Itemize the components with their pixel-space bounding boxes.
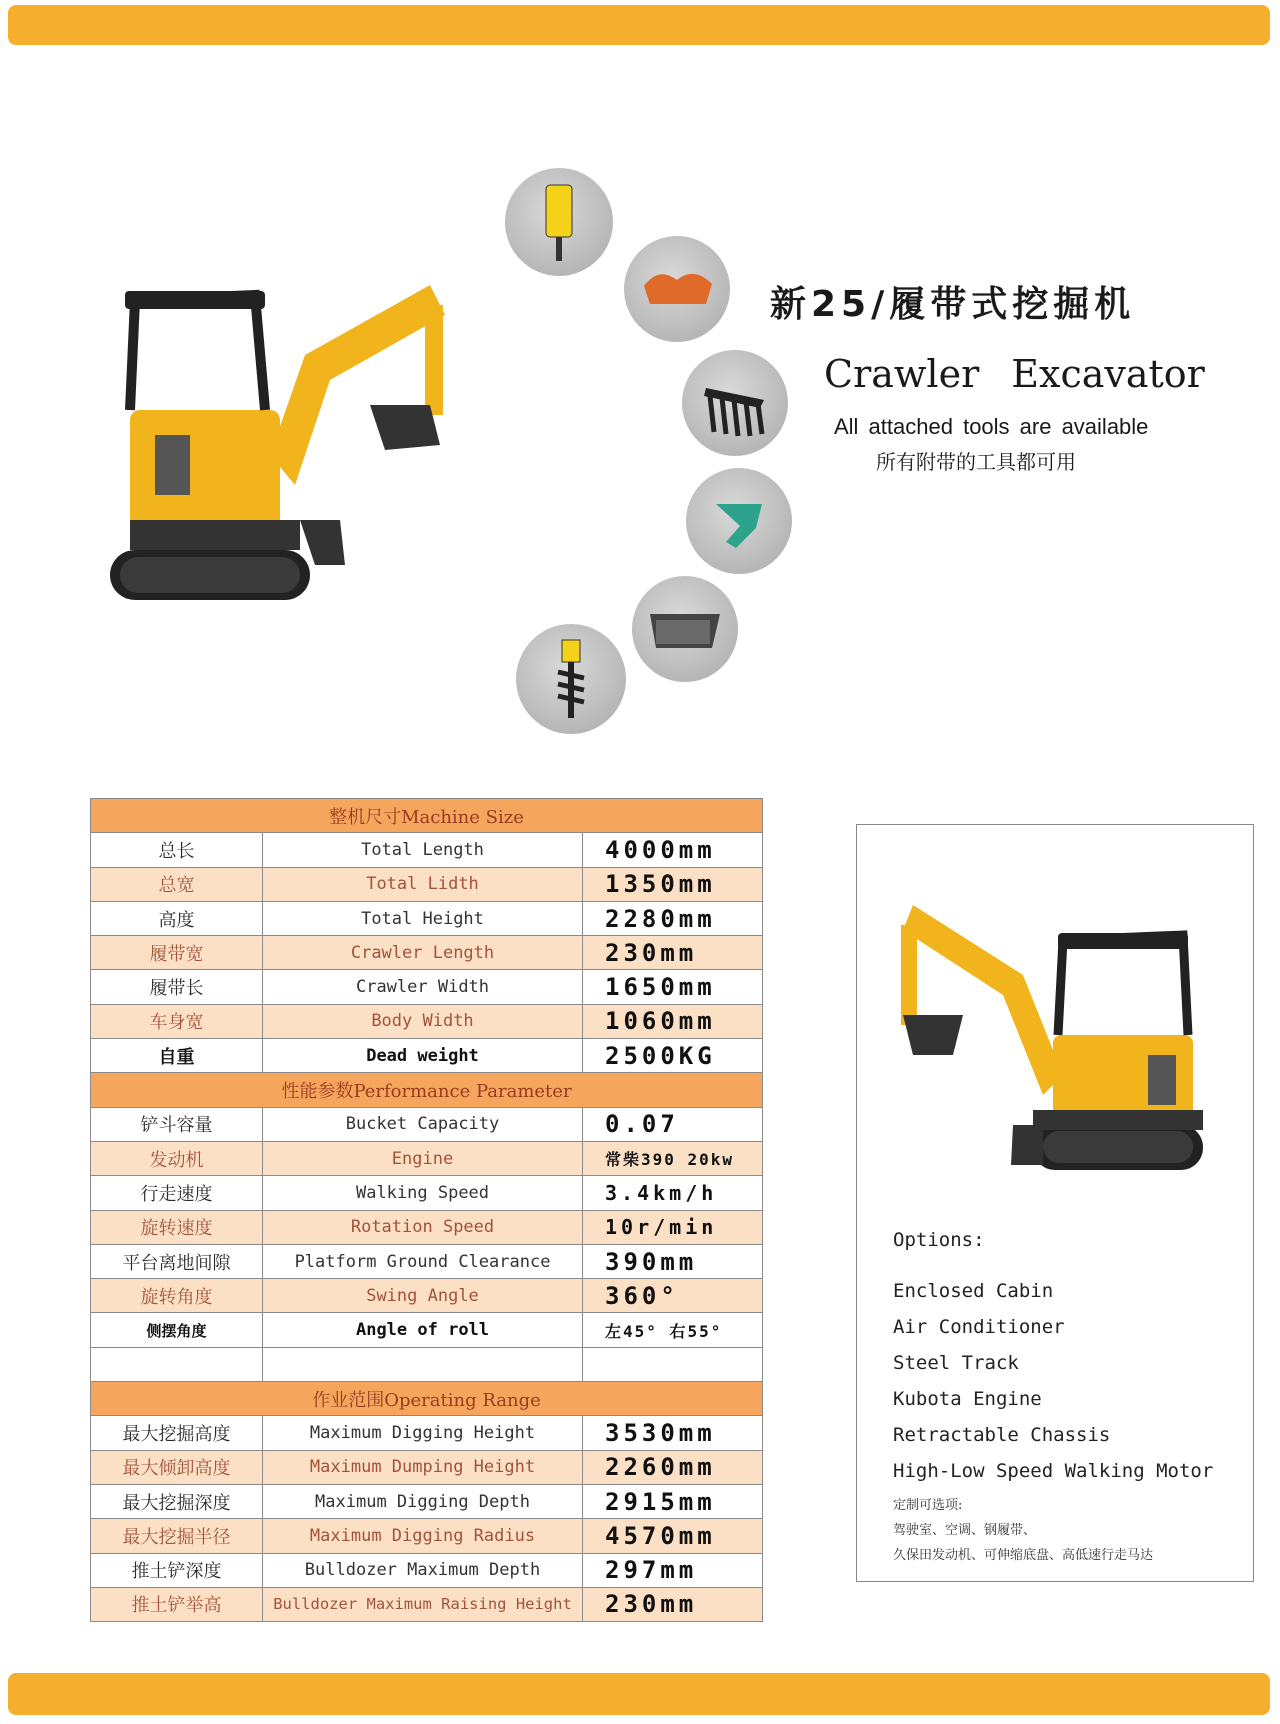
table-row [91, 1141, 763, 1175]
row-label-en: Platform Ground Clearance [263, 1244, 583, 1278]
row-value: 2915mm [583, 1484, 763, 1518]
row-label-en: Total Lidth [263, 867, 583, 901]
ripper-icon [696, 478, 782, 564]
section-title: 整机尺寸Machine Size [91, 799, 763, 833]
table-row-empty [91, 1347, 763, 1381]
table-row [91, 1004, 763, 1038]
row-value: 10r/min [583, 1210, 763, 1244]
table-row [91, 1176, 763, 1210]
cleaning-bucket-icon [642, 586, 728, 672]
row-value: 0.07 [583, 1107, 763, 1141]
table-row [91, 1039, 763, 1073]
list-item: Steel Track [893, 1352, 1019, 1374]
table-row [91, 1107, 763, 1141]
table-row [91, 1450, 763, 1484]
row-label-en: Maximum Digging Depth [263, 1484, 583, 1518]
empty-cell [263, 1347, 583, 1381]
row-label-en: Body Width [263, 1004, 583, 1038]
table-row [91, 1519, 763, 1553]
empty-cell [583, 1347, 763, 1381]
row-value: 4000mm [583, 833, 763, 867]
row-label-cn: 平台离地间隙 [91, 1244, 263, 1278]
options-cn-line: 定制可选项: [893, 1498, 963, 1513]
table-row [91, 1587, 763, 1621]
row-value: 3.4km/h [583, 1176, 763, 1210]
attachment-ripper [686, 468, 792, 574]
row-label-cn: 最大倾卸高度 [91, 1450, 263, 1484]
row-value: 2280mm [583, 901, 763, 935]
row-label-en: Maximum Dumping Height [263, 1450, 583, 1484]
options-panel [856, 824, 1254, 1582]
table-row [91, 867, 763, 901]
hydraulic-breaker-icon [516, 179, 602, 265]
row-label-en: Total Height [263, 901, 583, 935]
rake-icon [692, 360, 778, 446]
row-label-cn: 最大挖掘半径 [91, 1519, 263, 1553]
subtitle-en: All attached tools are available [834, 414, 1149, 439]
attachment-bucket [632, 576, 738, 682]
row-label-cn: 总长 [91, 833, 263, 867]
empty-cell [91, 1347, 263, 1381]
list-item: Retractable Chassis [893, 1424, 1111, 1446]
quick-coupler-icon [634, 246, 720, 332]
row-label-en: Engine [263, 1141, 583, 1175]
row-value: 2500KG [583, 1039, 763, 1073]
row-label-cn: 侧摆角度 [91, 1313, 263, 1347]
row-value: 常柴390 20kw [583, 1141, 763, 1175]
row-label-en: Crawler Width [263, 970, 583, 1004]
row-label-cn: 推土铲举高 [91, 1587, 263, 1621]
attachment-rake [682, 350, 788, 456]
row-label-en: Rotation Speed [263, 1210, 583, 1244]
row-value: 297mm [583, 1553, 763, 1587]
table-row [91, 936, 763, 970]
row-label-en: Bulldozer Maximum Raising Height [263, 1587, 583, 1621]
row-label-cn: 最大挖掘高度 [91, 1416, 263, 1450]
excavator-image [100, 285, 500, 645]
table-row [91, 1210, 763, 1244]
row-value: 1650mm [583, 970, 763, 1004]
options-cn-line: 驾驶室、空调、钢履带、 [893, 1523, 1037, 1538]
options-list [893, 1273, 1213, 1489]
row-label-en: Dead weight [263, 1039, 583, 1073]
table-row [91, 1484, 763, 1518]
row-label-en: Bulldozer Maximum Depth [263, 1553, 583, 1587]
bottom-orange-band [8, 1673, 1270, 1715]
table-row [91, 1553, 763, 1587]
row-label-en: Bucket Capacity [263, 1107, 583, 1141]
section-title: 性能参数Performance Parameter [91, 1073, 763, 1107]
list-item: Kubota Engine [893, 1388, 1042, 1410]
row-value: 3530mm [583, 1416, 763, 1450]
list-item: Enclosed Cabin [893, 1280, 1054, 1302]
row-label-en: Swing Angle [263, 1279, 583, 1313]
table-row [91, 901, 763, 935]
table-row [91, 1416, 763, 1450]
row-label-en: Maximum Digging Height [263, 1416, 583, 1450]
table-row [91, 833, 763, 867]
row-label-cn: 自重 [91, 1039, 263, 1073]
row-label-cn: 车身宽 [91, 1004, 263, 1038]
row-value: 4570mm [583, 1519, 763, 1553]
row-value: 230mm [583, 1587, 763, 1621]
row-label-cn: 推土铲深度 [91, 1553, 263, 1587]
options-cn [893, 1493, 1153, 1568]
attachment-auger [516, 624, 626, 734]
table-row [91, 1313, 763, 1347]
list-item: Air Conditioner [893, 1316, 1065, 1338]
top-orange-band [8, 5, 1270, 45]
row-label-cn: 铲斗容量 [91, 1107, 263, 1141]
row-label-cn: 旋转角度 [91, 1279, 263, 1313]
list-item: High-Low Speed Walking Motor [893, 1460, 1214, 1482]
row-label-cn: 总宽 [91, 867, 263, 901]
row-label-en: Angle of roll [263, 1313, 583, 1347]
row-label-en: Walking Speed [263, 1176, 583, 1210]
row-value: 1060mm [583, 1004, 763, 1038]
row-label-cn: 行走速度 [91, 1176, 263, 1210]
section-title: 作业范围Operating Range [91, 1382, 763, 1416]
row-value: 360° [583, 1279, 763, 1313]
subtitle-cn: 所有附带的工具都可用 [876, 450, 1076, 474]
row-label-cn: 履带长 [91, 970, 263, 1004]
row-label-cn: 高度 [91, 901, 263, 935]
row-label-en: Total Length [263, 833, 583, 867]
options-cn-line: 久保田发动机、可伸缩底盘、高低速行走马达 [893, 1548, 1154, 1563]
section-header-performance [91, 1073, 763, 1107]
auger-icon [528, 636, 614, 722]
section-header-machine-size [91, 799, 763, 833]
row-value: 左45° 右55° [583, 1313, 763, 1347]
attachment-breaker [505, 168, 613, 276]
attachment-coupler [624, 236, 730, 342]
row-value: 1350mm [583, 867, 763, 901]
row-label-cn: 旋转速度 [91, 1210, 263, 1244]
row-label-cn: 最大挖掘深度 [91, 1484, 263, 1518]
table-row [91, 1244, 763, 1278]
section-header-operating-range [91, 1382, 763, 1416]
page-title-cn: 新25/履带式挖掘机 [770, 284, 1136, 325]
row-value: 390mm [583, 1244, 763, 1278]
page-title-en: Crawler Excavator [824, 352, 1205, 396]
excavator-image-side [893, 905, 1213, 1195]
table-row [91, 1279, 763, 1313]
options-title: Options: [893, 1229, 985, 1251]
row-label-cn: 履带宽 [91, 936, 263, 970]
row-value: 230mm [583, 936, 763, 970]
row-label-en: Maximum Digging Radius [263, 1519, 583, 1553]
row-value: 2260mm [583, 1450, 763, 1484]
table-row [91, 970, 763, 1004]
spec-table [90, 798, 763, 1622]
row-label-cn: 发动机 [91, 1141, 263, 1175]
row-label-en: Crawler Length [263, 936, 583, 970]
